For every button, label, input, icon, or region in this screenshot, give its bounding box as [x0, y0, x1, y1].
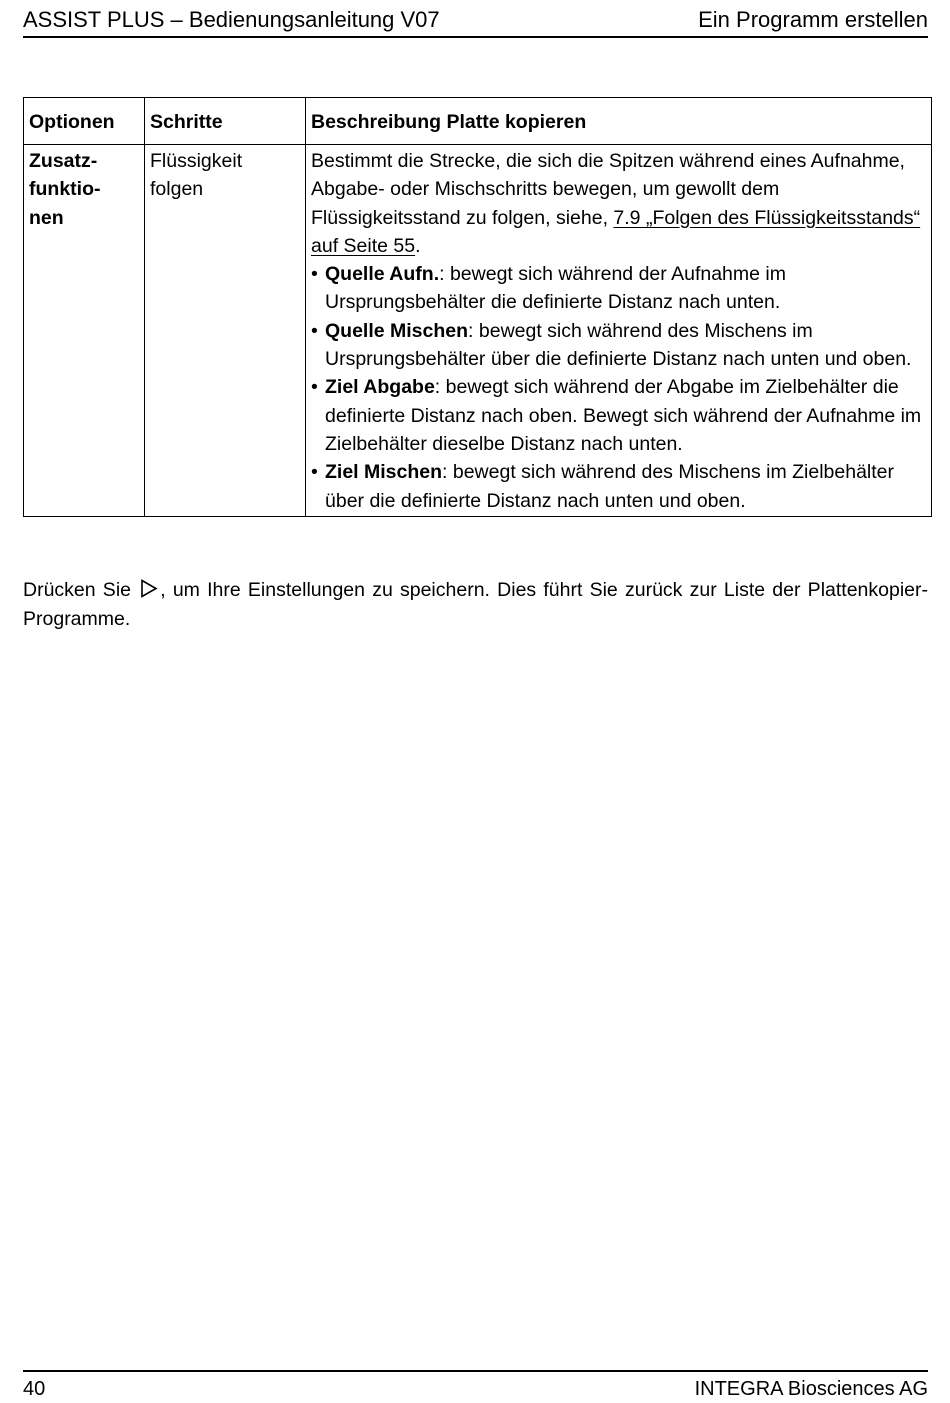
bullet-icon: •: [311, 319, 318, 342]
column-header-steps: Schritte: [145, 98, 306, 145]
bullet-icon: •: [311, 461, 318, 484]
save-instruction: [23, 576, 928, 634]
item-text: : bewegt sich während der Abgabe im Zielbehälter die definierte Distanz nach oben. Bewegt sich während der Aufnahme im Zielbehälter dieselbe Distanz nach unten.: [325, 376, 922, 455]
play-triangle-icon: [140, 579, 158, 598]
item-term: Quelle Mischen: [325, 319, 469, 342]
page-footer: [23, 1370, 928, 1401]
table-row: [24, 145, 932, 517]
column-header-options: Optionen: [24, 98, 145, 145]
item-text: : bewegt sich während des Mischens im Zielbehälter über die definierte Distanz nach unten und oben.: [325, 461, 894, 512]
list-item: [311, 260, 926, 317]
intro-end: .: [415, 234, 421, 257]
option-cell: [24, 145, 145, 517]
intro-text: Bestimmt die Strecke, die sich die Spitzen während eines Aufnahme, Abgabe- oder Mischschritts bewegen, um gewollt dem Flüssigkeitsstand zu folgen, siehe,: [311, 150, 905, 229]
option-line: funktio-: [29, 178, 101, 201]
page-header: [23, 4, 928, 38]
item-term: Ziel Abgabe: [325, 376, 435, 399]
bullet-icon: •: [311, 376, 318, 399]
note-before: Drücken Sie: [23, 579, 139, 601]
list-item: [311, 458, 926, 515]
company-name: INTEGRA Biosciences AG: [694, 1378, 928, 1400]
follow-liquid-options-list: [311, 260, 926, 515]
list-item: [311, 317, 926, 374]
table-header-row: [24, 98, 932, 145]
cross-reference-link[interactable]: 7.9 „Folgen des Flüssigkeitsstands“ auf Seite 55: [311, 206, 921, 257]
list-item: [311, 373, 926, 458]
note-after: , um Ihre Einstellungen zu speichern. Dies führt Sie zurück zur Liste der Plattenkopier-Programme.: [23, 579, 928, 630]
bullet-icon: •: [311, 263, 318, 286]
option-line: nen: [29, 206, 64, 229]
item-text: : bewegt sich während des Mischens im Ursprungsbehälter über die definierte Distanz nach unten und oben.: [325, 319, 912, 371]
item-text: : bewegt sich während der Aufnahme im Ursprungsbehälter die definierte Distanz nach unten.: [325, 263, 786, 314]
step-cell: Flüssigkeit folgen: [145, 145, 306, 517]
description-cell: [306, 145, 932, 517]
section-title: Ein Programm erstellen: [698, 7, 928, 32]
column-header-description: Beschreibung Platte kopieren: [306, 98, 932, 145]
options-table: [23, 97, 932, 517]
document-title: ASSIST PLUS – Bedienungsanleitung V07: [23, 7, 440, 32]
page-number: 40: [23, 1378, 46, 1400]
item-term: Ziel Mischen: [325, 461, 443, 484]
option-line: Zusatz-: [29, 150, 98, 172]
item-term: Quelle Aufn.: [325, 263, 440, 286]
description-intro: [311, 147, 926, 260]
